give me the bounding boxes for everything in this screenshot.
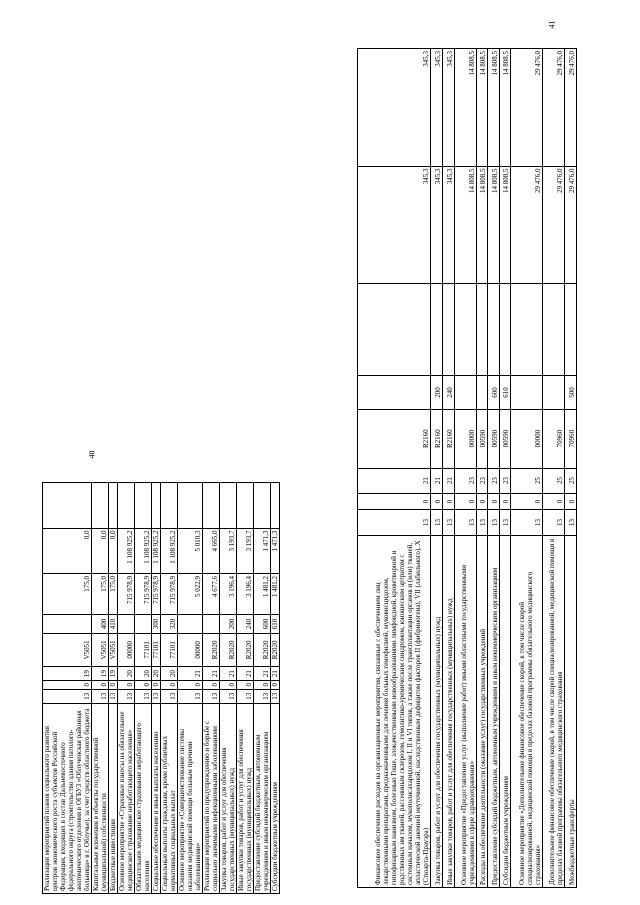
expense-type-cell: 240 xyxy=(237,615,254,634)
amount-cell-2: 1 108 925,2 xyxy=(152,528,161,573)
amount-cell-1: 5 022,9 xyxy=(178,573,203,614)
table-row xyxy=(431,49,443,888)
amount-cell-1 xyxy=(358,283,431,375)
expense-type-cell: 200 xyxy=(220,615,237,634)
row-name-cell: Социальные выплаты гражданам, кроме публичных нормативных социальных выплат xyxy=(161,703,178,893)
amount-cell-2: 14 808,5 xyxy=(476,166,488,283)
subprogram-code-cell: 0 xyxy=(499,493,511,510)
amount-cell-2: 14 808,5 xyxy=(454,166,476,283)
measure-code-cell: 23 xyxy=(454,468,476,493)
measure-code-cell: 25 xyxy=(543,468,565,493)
subprogram-code-cell: 0 xyxy=(511,493,543,510)
amount-cell-1 xyxy=(443,283,455,375)
expense-type-cell: 610 xyxy=(271,615,280,634)
row-name-cell: Обязательное медицинское страхование неработающего населения xyxy=(135,703,152,893)
measure-code-cell: 21 xyxy=(271,666,280,680)
subprogram-code-cell: 0 xyxy=(443,493,455,510)
direction-code-cell: 77101 xyxy=(161,633,178,666)
amount-cell-1 xyxy=(431,283,443,375)
direction-code-cell: 00000 xyxy=(178,633,203,666)
amount-cell-2: 3 193,7 xyxy=(220,528,237,573)
program-code-cell: 13 xyxy=(92,689,109,703)
amount-cell-2: 5 010,3 xyxy=(178,528,203,573)
measure-code-cell: 21 xyxy=(431,468,443,493)
table-row xyxy=(203,483,220,894)
amount-cell-1: 715 978,9 xyxy=(152,573,161,614)
subprogram-code-cell: 0 xyxy=(152,681,161,689)
amount-cell-2: 1 108 925,2 xyxy=(161,528,178,573)
direction-code-cell: R2160 xyxy=(431,409,443,468)
amount-cell-2: 4 665,0 xyxy=(203,528,220,573)
direction-code-cell: R2020 xyxy=(203,633,220,666)
table-row xyxy=(43,483,92,894)
expense-type-cell xyxy=(476,376,488,410)
page-number: 40 xyxy=(87,450,97,459)
amount-cell-1 xyxy=(543,283,565,375)
expense-type-cell: 320 xyxy=(161,615,178,634)
measure-code-cell: 19 xyxy=(92,666,109,680)
amount-cell-2: 0,0 xyxy=(43,528,92,573)
expense-type-cell: 300 xyxy=(152,615,161,634)
table-row xyxy=(358,49,431,888)
row-name-cell: Расходы на обеспечение деятельности (оказание услуг) государственных учреждений xyxy=(476,535,488,887)
table-row xyxy=(254,483,271,894)
amount-cell-3: 29 476,0 xyxy=(565,49,577,167)
program-code-cell: 13 xyxy=(254,689,271,703)
measure-code-cell: 19 xyxy=(43,666,92,680)
row-name-cell: Финансовое обеспечение расходов на организационные мероприятия, связанные с обеспечением лиц лекарственными препаратами, предназначенными для лечения больных гемофилией, муковисцидозом, гипофизарным нанизмом, болезнью Гоше, злокачественными новообразованиями лимфоидной, кроветворной и родственных им тканей, рассеянным склерозом, гемолитико-уремическим синдромом, юношеским артритом с системным началом, мукополисахаридозом I, II и VI типов, а также после трансплантации органов и (или) тканей, апластической анемией неуточненной, наследственным дефицитом факторов II (фибриногена), VII (лабильного), X (Стюарта-Прауэра) xyxy=(358,535,431,887)
subprogram-code-cell: 0 xyxy=(161,681,178,689)
amount-cell-1 xyxy=(454,283,476,375)
table-row xyxy=(109,483,118,894)
direction-code-cell: R2020 xyxy=(237,633,254,666)
measure-code-cell: 21 xyxy=(443,468,455,493)
expense-type-cell: 500 xyxy=(565,376,577,410)
measure-code-cell: 20 xyxy=(135,666,152,680)
measure-code-cell: 21 xyxy=(254,666,271,680)
table-row xyxy=(454,49,476,888)
subprogram-code-cell: 0 xyxy=(43,681,92,689)
measure-code-cell: 20 xyxy=(152,666,161,680)
program-code-cell: 13 xyxy=(118,689,135,703)
measure-code-cell: 21 xyxy=(203,666,220,680)
direction-code-cell: R2020 xyxy=(220,633,237,666)
direction-code-cell: V5051 xyxy=(92,633,109,666)
row-name-cell: Субсидии бюджетным учреждениям xyxy=(499,535,511,887)
row-name-cell: Основное мероприятие «Предоставление услуг (выполнение работ) иными областными государственными учреждениями в сфере здравоохранения» xyxy=(454,535,476,887)
program-code-cell: 13 xyxy=(499,510,511,535)
direction-code-cell: 00000 xyxy=(118,633,135,666)
amount-cell-3 xyxy=(271,483,280,529)
program-code-cell: 13 xyxy=(271,689,280,703)
measure-code-cell: 23 xyxy=(476,468,488,493)
direction-code-cell: V5051 xyxy=(43,633,92,666)
amount-cell-2: 345,3 xyxy=(431,166,443,283)
table-row xyxy=(511,49,543,888)
amount-cell-1 xyxy=(511,283,543,375)
direction-code-cell: R2160 xyxy=(358,409,431,468)
expense-type-cell: 240 xyxy=(443,376,455,410)
row-name-cell: Дополнительное финансовое обеспечение скорой, в том числе скорой специализированной, медицинской помощи в пределах базовой программы обязательного медицинского страхования xyxy=(543,535,565,887)
subprogram-code-cell: 0 xyxy=(271,681,280,689)
table-row xyxy=(237,483,254,894)
program-code-cell: 13 xyxy=(476,510,488,535)
page-number: 41 xyxy=(547,20,557,29)
amount-cell-3 xyxy=(118,483,135,529)
table-row xyxy=(135,483,152,894)
amount-cell-3 xyxy=(43,483,92,529)
subprogram-code-cell: 0 xyxy=(178,681,203,689)
amount-cell-2: 29 476,0 xyxy=(543,166,565,283)
amount-cell-3: 14 808,5 xyxy=(499,49,511,167)
program-code-cell: 13 xyxy=(152,689,161,703)
expense-type-cell: 200 xyxy=(431,376,443,410)
expense-type-cell xyxy=(118,615,135,634)
subprogram-code-cell: 0 xyxy=(454,493,476,510)
amount-cell-3: 14 808,5 xyxy=(488,49,500,167)
table-row xyxy=(178,483,203,894)
measure-code-cell: 25 xyxy=(565,468,577,493)
amount-cell-3: 29 476,0 xyxy=(511,49,543,167)
amount-cell-1: 715 978,9 xyxy=(135,573,152,614)
program-code-cell: 13 xyxy=(43,689,92,703)
amount-cell-3 xyxy=(92,483,109,529)
expense-type-cell xyxy=(203,615,220,634)
program-code-cell: 13 xyxy=(220,689,237,703)
row-name-cell: Бюджетные инвестиции xyxy=(109,703,118,893)
amount-cell-2: 0,0 xyxy=(92,528,109,573)
amount-cell-2: 3 193,7 xyxy=(237,528,254,573)
amount-cell-3 xyxy=(135,483,152,529)
row-name-cell: Основное мероприятие «Страховые взносы на обязательное медицинское страхование неработающего населения» xyxy=(118,703,135,893)
expense-type-cell xyxy=(178,615,203,634)
table-row xyxy=(152,483,161,894)
subprogram-code-cell: 0 xyxy=(118,681,135,689)
amount-cell-3: 345,3 xyxy=(358,49,431,167)
amount-cell-1 xyxy=(499,283,511,375)
row-name-cell: Субсидии бюджетным учреждениям xyxy=(271,703,280,893)
amount-cell-2: 14 808,5 xyxy=(499,166,511,283)
program-code-cell: 13 xyxy=(109,689,118,703)
row-name-cell: Капитальные вложения в объекты государственной (муниципальной) собственности xyxy=(92,703,109,893)
amount-cell-2: 345,3 xyxy=(443,166,455,283)
program-code-cell: 13 xyxy=(161,689,178,703)
expense-type-cell: 400 xyxy=(92,615,109,634)
amount-cell-1: 175,0 xyxy=(92,573,109,614)
direction-code-cell: 00590 xyxy=(476,409,488,468)
measure-code-cell: 21 xyxy=(358,468,431,493)
amount-cell-3 xyxy=(152,483,161,529)
direction-code-cell: 00000 xyxy=(511,409,543,468)
amount-cell-3 xyxy=(203,483,220,529)
direction-code-cell: 00590 xyxy=(488,409,500,468)
expense-type-cell: 600 xyxy=(488,376,500,410)
amount-cell-3 xyxy=(109,483,118,529)
direction-code-cell: R2160 xyxy=(443,409,455,468)
amount-cell-2: 1 471,3 xyxy=(254,528,271,573)
amount-cell-3: 14 808,5 xyxy=(454,49,476,167)
table-row xyxy=(476,49,488,888)
amount-cell-1: 715 978,9 xyxy=(161,573,178,614)
table-row xyxy=(443,49,455,888)
subprogram-code-cell: 0 xyxy=(92,681,109,689)
measure-code-cell: 23 xyxy=(488,468,500,493)
amount-cell-1: 715 978,9 xyxy=(118,573,135,614)
amount-cell-1: 3 196,4 xyxy=(220,573,237,614)
direction-code-cell: 70960 xyxy=(565,409,577,468)
table-row xyxy=(543,49,565,888)
amount-cell-2: 14 808,5 xyxy=(488,166,500,283)
measure-code-cell: 20 xyxy=(118,666,135,680)
program-code-cell: 13 xyxy=(358,510,431,535)
row-name-cell: Иные закупки товаров, работ и услуг для обеспечения государственных (муниципальных) нужд xyxy=(443,535,455,887)
table-row xyxy=(220,483,237,894)
expense-type-cell xyxy=(358,376,431,410)
amount-cell-1 xyxy=(488,283,500,375)
amount-cell-3 xyxy=(161,483,178,529)
table-row xyxy=(488,49,500,888)
measure-code-cell: 21 xyxy=(178,666,203,680)
amount-cell-3: 14 808,5 xyxy=(476,49,488,167)
direction-code-cell: 77101 xyxy=(152,633,161,666)
table-row xyxy=(271,483,280,894)
measure-code-cell: 23 xyxy=(499,468,511,493)
expense-type-cell: 600 xyxy=(254,615,271,634)
amount-cell-3 xyxy=(237,483,254,529)
amount-cell-2: 0,0 xyxy=(109,528,118,573)
program-code-cell: 13 xyxy=(135,689,152,703)
row-name-cell: Иные закупки товаров, работ и услуг для обеспечения государственных (муниципальных) нужд xyxy=(237,703,254,893)
row-name-cell: Закупка товаров, работ и услуг для обеспечения государственных (муниципальных) нужд xyxy=(431,535,443,887)
program-code-cell: 13 xyxy=(178,689,203,703)
direction-code-cell: 00590 xyxy=(499,409,511,468)
subprogram-code-cell: 0 xyxy=(203,681,220,689)
measure-code-cell: 21 xyxy=(237,666,254,680)
row-name-cell: Основное мероприятие «Дополнительное финансовое обеспечение скорой, в том числе скорой специализированной, медицинской помощи в пределах базовой программы обязательного медицинского страхования» xyxy=(511,535,543,887)
row-name-cell: Предоставление субсидий бюджетным, автономным учреждениям и иным некоммерческим организациям xyxy=(254,703,271,893)
table-row xyxy=(499,49,511,888)
amount-cell-3: 29 476,0 xyxy=(543,49,565,167)
expense-type-cell xyxy=(543,376,565,410)
amount-cell-1: 175,0 xyxy=(43,573,92,614)
amount-cell-1 xyxy=(565,283,577,375)
row-name-cell: Закупка товаров, работ и услуг для обеспечения государственных (муниципальных) нужд xyxy=(220,703,237,893)
row-name-cell: Реализация мероприятий планов социального развития центров экономического роста субъектов Российской Федерации, входящих в состав Дальневосточного федерального округа (строительство здания патолого-анатомического отделения в ОГБУЗ «Облученская районная больница» в г. Облучье), за счет средств областного бюджета xyxy=(43,703,92,893)
amount-cell-2: 345,3 xyxy=(358,166,431,283)
amount-cell-2: 29 476,0 xyxy=(511,166,543,283)
amount-cell-2: 29 476,0 xyxy=(565,166,577,283)
amount-cell-1: 4 677,6 xyxy=(203,573,220,614)
program-code-cell: 13 xyxy=(443,510,455,535)
expense-type-cell xyxy=(135,615,152,634)
program-code-cell: 13 xyxy=(488,510,500,535)
amount-cell-3: 345,3 xyxy=(431,49,443,167)
expense-type-cell xyxy=(511,376,543,410)
row-name-cell: Реализация мероприятий по предупреждению и борьбе с социально значимыми инфекционными заболеваниями xyxy=(203,703,220,893)
measure-code-cell: 20 xyxy=(161,666,178,680)
subprogram-code-cell: 0 xyxy=(565,493,577,510)
amount-cell-3 xyxy=(178,483,203,529)
subprogram-code-cell: 0 xyxy=(135,681,152,689)
amount-cell-2: 1 108 925,2 xyxy=(118,528,135,573)
row-name-cell: Основное мероприятие «Совершенствование системы оказания медицинской помощи больным прочими заболеваниями» xyxy=(178,703,203,893)
subprogram-code-cell: 0 xyxy=(109,681,118,689)
table-row xyxy=(118,483,135,894)
program-code-cell: 13 xyxy=(543,510,565,535)
amount-cell-3 xyxy=(220,483,237,529)
budget-table-page-40 xyxy=(42,482,279,894)
expense-type-cell: 410 xyxy=(109,615,118,634)
table-row xyxy=(565,49,577,888)
expense-type-cell xyxy=(454,376,476,410)
amount-cell-2: 1 471,3 xyxy=(271,528,280,573)
expense-type-cell xyxy=(43,615,92,634)
direction-code-cell: R2020 xyxy=(271,633,280,666)
direction-code-cell: 77101 xyxy=(135,633,152,666)
direction-code-cell: 00000 xyxy=(454,409,476,468)
direction-code-cell: 70960 xyxy=(543,409,565,468)
subprogram-code-cell: 0 xyxy=(254,681,271,689)
amount-cell-1: 3 196,4 xyxy=(237,573,254,614)
subprogram-code-cell: 0 xyxy=(237,681,254,689)
amount-cell-3: 345,3 xyxy=(443,49,455,167)
row-name-cell: Предоставление субсидий бюджетным, автономным учреждениям и иным некоммерческим организациям xyxy=(488,535,500,887)
amount-cell-1: 175,0 xyxy=(109,573,118,614)
subprogram-code-cell: 0 xyxy=(488,493,500,510)
subprogram-code-cell: 0 xyxy=(476,493,488,510)
row-name-cell: Межбюджетные трансферты xyxy=(565,535,577,887)
subprogram-code-cell: 0 xyxy=(220,681,237,689)
subprogram-code-cell: 0 xyxy=(543,493,565,510)
program-code-cell: 13 xyxy=(454,510,476,535)
subprogram-code-cell: 0 xyxy=(358,493,431,510)
amount-cell-1: 1 481,2 xyxy=(271,573,280,614)
budget-table-page-41 xyxy=(357,48,577,888)
direction-code-cell: V5051 xyxy=(109,633,118,666)
amount-cell-1: 1 481,2 xyxy=(254,573,271,614)
amount-cell-3 xyxy=(254,483,271,529)
table-row xyxy=(161,483,178,894)
subprogram-code-cell: 0 xyxy=(431,493,443,510)
program-code-cell: 13 xyxy=(237,689,254,703)
amount-cell-1 xyxy=(476,283,488,375)
table-row xyxy=(92,483,109,894)
measure-code-cell: 21 xyxy=(220,666,237,680)
row-name-cell: Социальное обеспечение и иные выплаты населению xyxy=(152,703,161,893)
measure-code-cell: 19 xyxy=(109,666,118,680)
measure-code-cell: 25 xyxy=(511,468,543,493)
expense-type-cell: 610 xyxy=(499,376,511,410)
program-code-cell: 13 xyxy=(431,510,443,535)
amount-cell-2: 1 108 925,2 xyxy=(135,528,152,573)
program-code-cell: 13 xyxy=(511,510,543,535)
program-code-cell: 13 xyxy=(565,510,577,535)
direction-code-cell: R2020 xyxy=(254,633,271,666)
program-code-cell: 13 xyxy=(203,689,220,703)
